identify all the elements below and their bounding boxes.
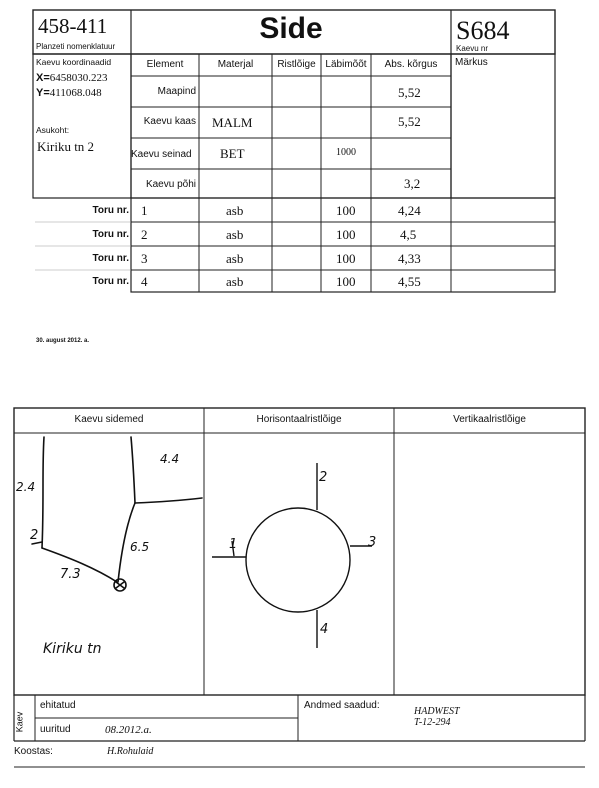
row-height: 5,52 [398,85,421,100]
y-label: Y= [36,87,50,99]
pipe-material: asb [226,251,244,266]
pipe-diameter: 100 [336,203,356,218]
document-date: 30. august 2012. a. [36,338,90,344]
pipe-number: 4 [141,274,148,289]
row-height: 3,2 [404,176,421,191]
coordinates-label: Kaevu koordinaadid [36,57,112,67]
pipe-diameter: 100 [336,274,356,289]
sketch-label: 7.3 [60,567,81,582]
x-coordinate [36,72,108,84]
pipe-number: 3 [141,251,148,266]
pipe-label: Toru nr. [92,205,129,216]
x-label: X= [36,72,50,84]
horizontal-section-drawing [212,463,372,648]
row-diameter: 1000 [336,147,356,158]
well-number-value: S684 [456,16,510,45]
pipe-diameter: 100 [336,227,356,242]
col-diameter: Läbimõõt [325,59,367,70]
author-value: H.Rohulaid [107,746,154,757]
data-source-value: HADWEST [414,706,460,717]
location-label: Asukoht: [36,125,70,135]
pipe-height: 4,33 [398,251,421,266]
y-value: 411068.048 [49,87,102,99]
col-connections: Kaevu sidemed [74,414,144,425]
built-label: ehitatud [40,700,76,711]
author-label: Koostas: [14,746,53,757]
street-note: Kiriku tn [43,641,102,657]
pipe-material: asb [226,203,244,218]
section-number: 2 [319,470,328,485]
sketch-label: 4.4 [160,452,180,466]
location-value: Kiriku tn 2 [37,139,95,154]
pipe-height: 4,5 [400,227,417,242]
row-material: BET [220,146,245,161]
pipe-material: asb [226,227,244,242]
col-material: Materjal [217,59,254,70]
pipe-label: Toru nr. [92,276,129,287]
section-number: 1 [229,537,238,552]
sketch-label: 6.5 [130,540,150,554]
pipe-number: 1 [141,203,148,218]
surveyed-label: uuritud [40,724,71,735]
row-element: Maapind [157,86,196,97]
col-cross-section: Ristlõige [277,59,316,70]
sketch-label: 2.4 [16,480,36,494]
row-element: Kaevu põhi [145,179,196,190]
col-vertical-section: Vertikaalristlõige [453,414,526,425]
col-element: Element [146,59,184,70]
nomenclature-value: 458-411 [38,14,108,38]
row-element: Kaevu kaas [143,116,196,127]
row-material: MALM [212,115,253,130]
col-horizontal-section: Horisontaalristlõige [256,414,342,425]
x-value: 6458030.223 [49,72,108,84]
pipe-label: Toru nr. [92,253,129,264]
side-label-well: Kaev [14,711,25,733]
y-coordinate [36,87,102,99]
data-source-value: T-12-294 [414,717,451,728]
pipe-height: 4,55 [398,274,421,289]
section-number: 3 [368,535,377,550]
nomenclature-label: Planzeti nomenklatuur [36,42,116,51]
page-title: Side [259,12,323,45]
pipe-height: 4,24 [398,203,421,218]
pipe-diameter: 100 [336,251,356,266]
row-element: Kaevu seinad [131,149,192,160]
row-height: 5,52 [398,114,421,129]
col-abs-height: Abs. kõrgus [384,59,438,70]
remarks-label: Märkus [455,57,488,68]
pipe-label: Toru nr. [92,229,129,240]
surveyed-value: 08.2012.a. [105,724,152,736]
section-number: 4 [320,622,329,637]
pipe-number: 2 [141,227,148,242]
well-number-label: Kaevu nr [456,44,489,53]
sketch-label: 2 [30,528,39,543]
data-source-label: Andmed saadud: [304,700,380,711]
pipe-material: asb [226,274,244,289]
